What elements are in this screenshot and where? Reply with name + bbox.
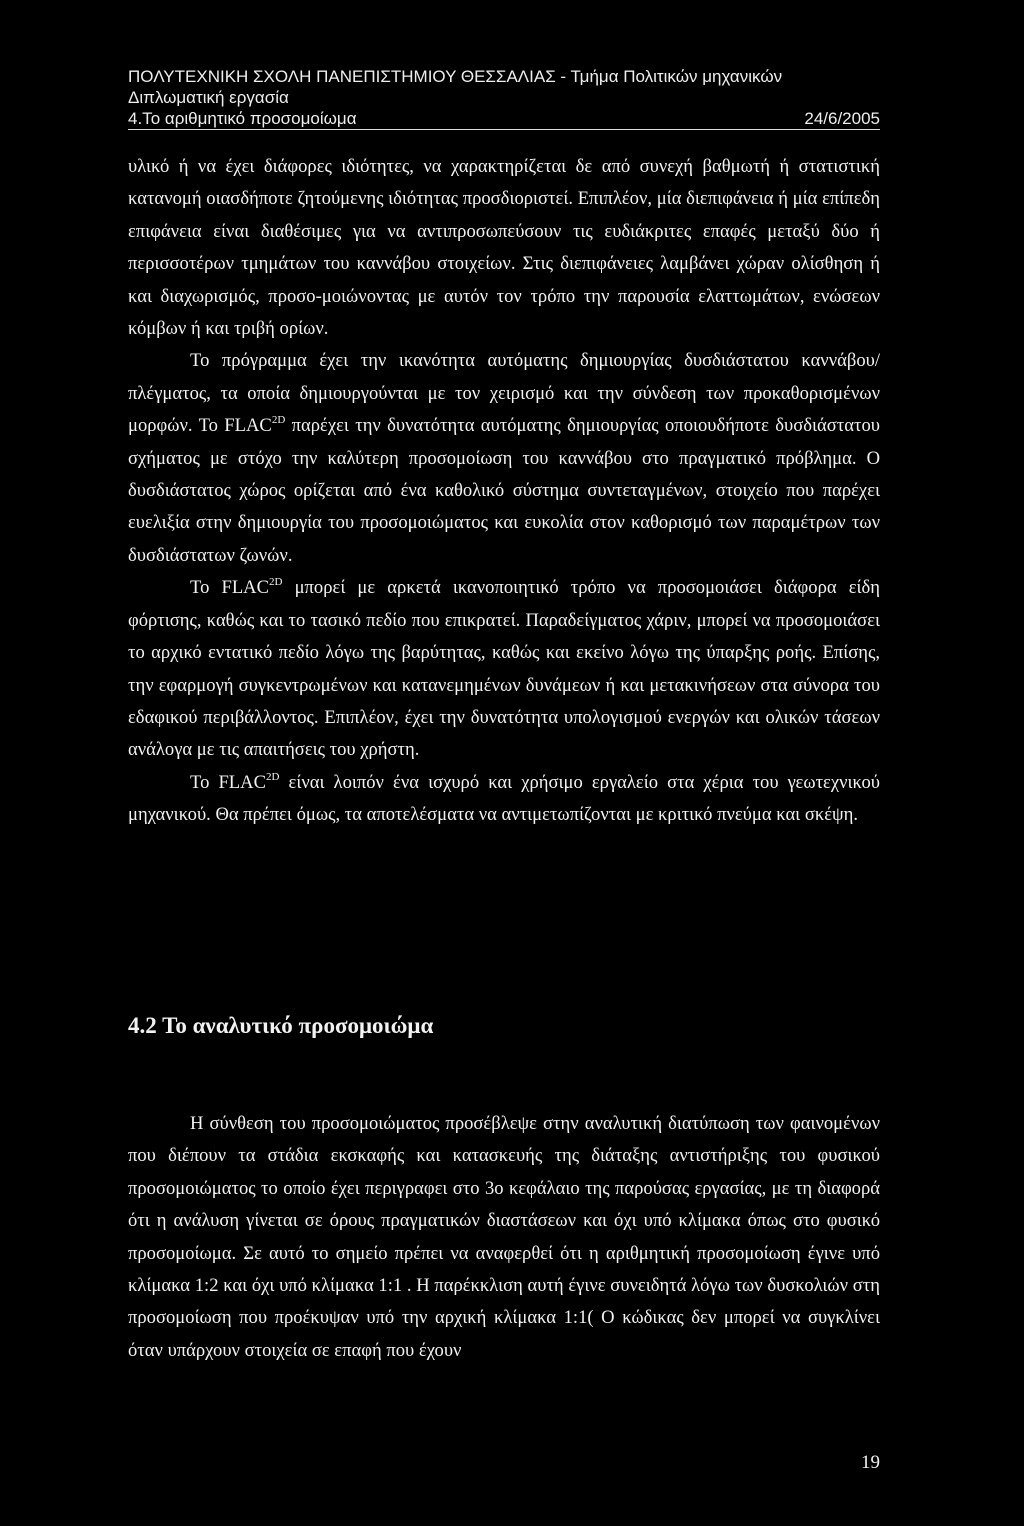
header-chapter-row [128, 108, 880, 130]
superscript-2d: 2D [269, 576, 283, 589]
header-chapter: 4.Το αριθμητικό προσομοίωμα [128, 109, 357, 128]
paragraph-4-text-a: Το FLAC [190, 771, 266, 793]
paragraph-2-text-a: Το πρόγραμμα έχει την ικανότητα αυτόματης δημιουργίας δυσδιάστατου καννάβου/πλέγματος, τα οποία δημιουργούνται με τον χειρισμό και την σύνδεση των προκαθορισμένων μορφών. Το FLAC [128, 350, 880, 437]
paragraph-1: υλικό ή να έχει διάφορες ιδιότητες, να χαρακτηρίζεται δε από συνεχή βαθμωτή ή στατιστική κατανομή οιασδήποτε ζητούμενης ιδιότητας προσδιοριστεί. Επιπλέον, μία διεπιφάνεια ή μία επίπεδη επιφάνεια είναι διαθέσιμες για να αντιπροσωπεύσουν τις ευδιάκριτες επαφές μεταξύ δύο ή περισσοτέρων τμημάτων του καννάβου στοιχείων. Στις διεπιφάνειες λαμβάνει χώραν ολίσθηση ή και διαχωρισμός, προσο-μοιώνοντας με αυτόν τον τρόπο την παρουσία ελαττωμάτων, ενώσεων κόμβων ή και τριβή ορίων. [128, 156, 880, 340]
paragraph-3 [128, 572, 880, 766]
section-paragraph-1: Η σύνθεση του προσομοιώματος προσέβλεψε στην αναλυτική διατύπωση των φαινομένων που διέπουν τα στάδια εκσκαφής και κατασκευής της διάταξης αντιστήριξης του φυσικού προσομοιώματος το οποίο έχει περιγραφει στο 3ο κεφάλαιο της παρούσας εργασίας, με τη διαφορά ότι η ανάλυση γίνεται σε όρους πραγματικών διαστάσεων και όχι υπό κλίμακα όπως στο φυσικό προσομοίωμα. Σε αυτό το σημείο πρέπει να αναφερθεί ότι η αριθμητική προσομοίωση έγινε υπό κλίμακα 1:2 και όχι υπό κλίμακα 1:1 . Η παρέκκλιση αυτή έγινε συνειδητά λόγω των δυσκολιών στη προσομοίωση που προέκυψαν υπό την αρχική κλίμακα 1:1( Ο κώδικας δεν μπορεί να συγκλίνει όταν υπάρχουν στοιχεία σε επαφή που έχουν [128, 1113, 880, 1361]
paragraph-4-text-b: είναι λοιπόν ένα ισχυρό και χρήσιμο εργαλείο στα χέρια του γεωτεχνικού μηχανικού. Θα πρέπει όμως, τα αποτελέσματα να αντιμετωπίζονται με κριτικό πνεύμα και σκέψη. [128, 771, 880, 826]
section-heading: 4.2 Το αναλυτικό προσομοιώμα [128, 1013, 434, 1038]
header-date: 24/6/2005 [804, 109, 880, 128]
paragraph-2-text-b: παρέχει την δυνατότητα αυτόματης δημιουργίας οποιουδήποτε δυσδιάστατου σχήματος με στόχο την καλύτερη προσομοίωση του καννάβου στο πραγματικό πρόβλημα. Ο δυσδιάστατος χώρος ορίζεται από ένα καθολικό σύστημα συντεταγμένων, στοιχείο που παρέχει ευελιξία στην δημιουργία του προσομοιώματος και ευκολία στον καθορισμό των παραμέτρων των δυσδιάστατων ζωνών. [128, 415, 880, 566]
section-body [128, 1108, 880, 1367]
paragraph-2 [128, 345, 880, 572]
page-number: 19 [861, 1452, 880, 1473]
body-text [128, 151, 880, 832]
paragraph-3-text-b: μπορεί με αρκετά ικανοποιητικό τρόπο να προσομοιάσει διάφορα είδη φόρτισης, καθώς και το τασικό πεδίο που επικρατεί. Παραδείγματος χάριν, μπορεί να προσομοιάσει το αρχικό εντατικό πεδίο λόγω της βαρύτητας, καθώς και εκείνο λόγω της ύπαρξης ροής. Επίσης, την εφαρμογή συγκεντρωμένων και κατανεμημένων δυνάμεων ή και μετακινήσεων στα σύνορα του εδαφικού περιβάλλοντος. Επιπλέον, έχει την δυνατότητα υπολογισμού ενεργών και ολικών τάσεων ανάλογα με τις απαιτήσεις του χρήστη. [128, 577, 880, 761]
paragraph-3-text-a: Το FLAC [190, 577, 270, 599]
page-header [128, 66, 880, 130]
paragraph-4 [128, 767, 880, 832]
header-institution: ΠΟΛΥΤΕΧΝΙΚΗ ΣΧΟΛΗ ΠΑΝΕΠΙΣΤΗΜΙΟΥ ΘΕΣΣΑΛΙΑΣ - Τμήμα Πολιτικών μηχανικών [128, 67, 783, 86]
superscript-2d: 2D [265, 770, 280, 783]
superscript-2d: 2D [271, 414, 286, 427]
header-thesis-type: Διπλωματική εργασία [128, 88, 289, 107]
